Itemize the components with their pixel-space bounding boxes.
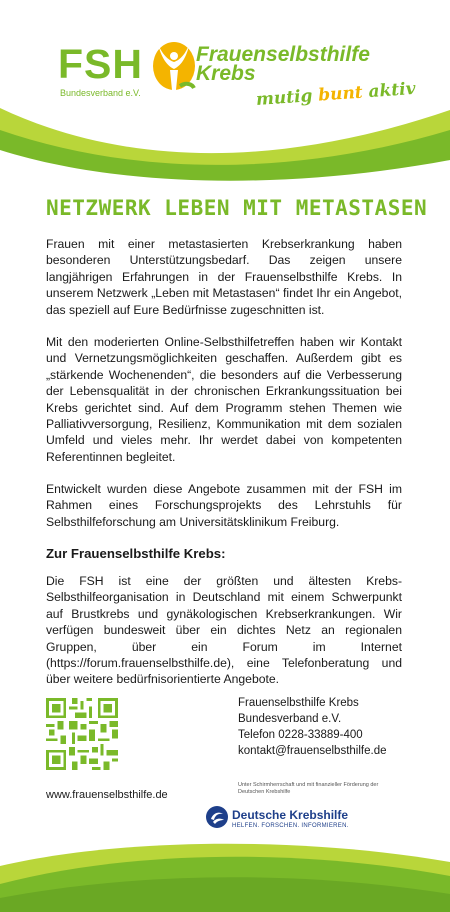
contact-email-link[interactable]: kontakt@frauenselbsthilfe.de: [238, 745, 387, 757]
sponsor-name: Deutsche Krebshilfe: [232, 808, 349, 822]
contact-organization-line2: Bundesverband e.V.: [238, 713, 342, 725]
slogan-word-3: aktiv: [367, 78, 417, 103]
brand-name-line2: Krebs: [196, 62, 256, 85]
sponsor-note: Unter Schirmherrschaft und mit finanzieller Förderung der Deutschen Krebshilfe: [238, 782, 379, 795]
intro-paragraph-1: Frauen mit einer metastasierten Krebserkrankung haben besonderen Unterstützungsbedarf. Das zeigen unsere langjährigen Erfahrungen in der Frauenselbsthilfe Krebs. In unserem Netzwerk „Leben mit Metastasen“ findet Ihr ein Angebot, das speziell auf Eure Bedürfnisse zugeschnitten ist.: [46, 237, 402, 317]
deutsche-krebshilfe-logo-icon: [205, 805, 229, 829]
intro-paragraph-3: Entwickelt wurden diese Angebote zusammen mit der FSH im Rahmen eines Forschungsprojekts des Lehrstuhls für Selbsthilfeforschung am Universitätsklinikum Freiburg.: [46, 482, 402, 529]
footer-wave-graphic: [0, 832, 450, 912]
intro-paragraph-2: Mit den moderierten Online-Selbsthilfetreffen haben wir Kontakt und Vernetzungsmöglichkeiten geschaffen. Außerdem gibt es „stärkende Wochenenden“, die besonders auf die Verbesserung der Lebensqualität in der chronischen Erkrankungssituation bei Krebs gerichtet sind. Auf dem Programm stehen Themen wie Palliativversorgung, Resilienz, Kommunikation mit dem sozialen Umfeld und vieles mehr. Ihr werdet dabei von kompetenten Referentinnen begleitet.: [46, 335, 402, 464]
fsh-logo-subtitle: Bundesverband e.V.: [60, 88, 141, 98]
brand-name: [196, 45, 396, 83]
contact-organization: Frauenselbsthilfe Krebs: [238, 697, 359, 709]
slogan-word-2: bunt: [317, 82, 364, 106]
sponsor-tagline: HELFEN. FORSCHEN. INFORMIEREN.: [232, 823, 349, 829]
fsh-logo-text: FSH: [58, 41, 143, 87]
brand-name-line1: Frauenselbsthilfe: [196, 43, 370, 66]
qr-code-icon[interactable]: [46, 698, 118, 770]
slogan-word-1: mutig: [255, 86, 314, 110]
page-title: NETZWERK LEBEN MIT METASTASEN: [46, 196, 428, 220]
contact-phone[interactable]: Telefon 0228-33889-400: [238, 729, 363, 741]
about-paragraph: Die FSH ist eine der größten und ältesten Krebs-Selbsthilfeorganisation in Deutschland mit einem Schwerpunkt auf Brustkrebs und gynäkologischen Krebserkrankungen. Wir verfügen bundesweit über ein dichtes Netz an regionalen Gruppen, über ein Forum im Internet (https://forum.frauenselbsthilfe.de), eine Telefonberatung und über weitere bedürfnisorientierte Angebote.: [46, 574, 402, 687]
about-heading: Zur Frauenselbsthilfe Krebs:: [46, 546, 226, 561]
website-link[interactable]: www.frauenselbsthilfe.de: [46, 789, 168, 801]
brand-emblem-icon: [150, 36, 196, 92]
